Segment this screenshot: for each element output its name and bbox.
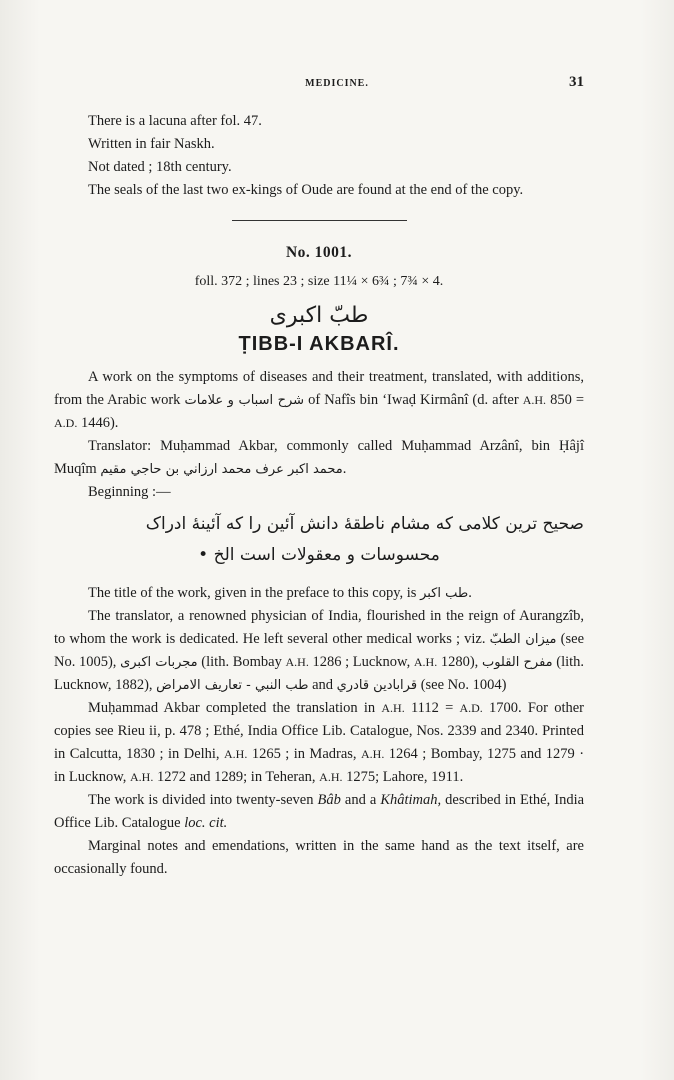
page-content bbox=[54, 110, 584, 881]
arabic-run: طب النبي - تعاريف الامراض bbox=[156, 678, 309, 693]
arabic-run: مفرح القلوب bbox=[481, 655, 553, 670]
arabic-run: ميزان الطبّ bbox=[489, 632, 557, 647]
prev-entry-line-3: Not dated ; 18th century. bbox=[88, 159, 232, 175]
era-abbrev: A.H. bbox=[361, 747, 385, 761]
text-run: . bbox=[342, 461, 347, 477]
era-abbrev: A.H. bbox=[129, 770, 154, 784]
structure-paragraph bbox=[54, 789, 584, 835]
prev-entry-line-1: There is a lacuna after fol. 47. bbox=[88, 113, 262, 129]
italic-term: Khâtimah, bbox=[380, 792, 442, 808]
section-divider bbox=[232, 220, 407, 221]
text-run: 850 = bbox=[550, 392, 585, 408]
translator-bio-paragraph bbox=[54, 605, 584, 697]
italic-term: loc. cit. bbox=[184, 815, 228, 831]
text-run: 1446). bbox=[80, 415, 119, 431]
arabic-run: شرح اسباب و علامات bbox=[184, 393, 305, 408]
text-run: The translator, a renowned physician of India, flourished in the reign of Aurangzîb, to whom the work is dedicated. He left several other medical works ; viz. bbox=[54, 608, 584, 647]
translator-paragraph bbox=[54, 435, 584, 481]
completion-paragraph bbox=[54, 697, 584, 789]
text-run: (lith. Lucknow, 1882), bbox=[54, 654, 585, 693]
text-run: 1112 = bbox=[410, 700, 454, 716]
entry-title: ṬIBB-I AKBARÎ. bbox=[238, 333, 400, 355]
text-run: (see No. 1004) bbox=[420, 677, 507, 693]
era-abbrev: A.H. bbox=[224, 747, 248, 761]
text-run: (lith. Bombay bbox=[201, 654, 282, 670]
era-abbrev: A.D. bbox=[459, 701, 483, 715]
text-run: of Nafîs bin ʻIwaḍ Kirmânî (d. after bbox=[308, 392, 519, 408]
era-abbrev: A.H. bbox=[413, 655, 438, 669]
arabic-run: مجربات اکبری bbox=[120, 655, 198, 670]
era-abbrev: A.D. bbox=[54, 416, 78, 430]
arabic-run: محمد اکبر عرف محمد ارزاني بن حاجي مقيم bbox=[100, 462, 343, 477]
text-run: 1280), bbox=[440, 654, 479, 670]
text-run: (see No. 1005), bbox=[54, 631, 584, 670]
description-paragraph bbox=[54, 366, 584, 435]
era-abbrev: A.H. bbox=[522, 393, 547, 407]
era-abbrev: A.H. bbox=[319, 770, 343, 784]
text-run: and bbox=[312, 677, 333, 693]
page-header bbox=[0, 74, 674, 96]
arabic-run: قرابادين قادري bbox=[336, 678, 418, 693]
text-run: Muḥammad Akbar completed the translation in bbox=[88, 700, 376, 716]
page-number: 31 bbox=[569, 74, 584, 90]
entry-number: No. 1001. bbox=[285, 244, 353, 261]
text-run: The title of the work, given in the preface to this copy, is bbox=[88, 585, 417, 601]
title-paragraph bbox=[54, 582, 584, 605]
entry-collation: foll. 372 ; lines 23 ; size 11¼ × 6¾ ; 7¾ × 4. bbox=[194, 274, 444, 289]
text-run: described in Ethé, India Office Lib. Catalogue bbox=[54, 792, 585, 831]
arabic-run: طب اکبر bbox=[420, 586, 469, 601]
italic-term: Bâb bbox=[317, 792, 341, 808]
beginning-arabic-line-1: صحیح ترین کلامی که مشام ناطقهٔ دانش آئین را که آئینهٔ ادراک bbox=[145, 514, 584, 534]
text-run: 1264 ; Bombay, 1275 and 1279 · in Lucknow, bbox=[54, 746, 585, 785]
text-run: 1286 ; Lucknow, bbox=[312, 654, 411, 670]
text-run: Translator: Muḥammad Akbar, commonly called Muḥammad Arzânî, bin Ḥâjî Muqîm bbox=[54, 438, 584, 477]
beginning-label: Beginning :— bbox=[88, 484, 171, 500]
text-run: 1272 and 1289; in Teheran, bbox=[156, 769, 316, 785]
text-run: 1275; Lahore, 1911. bbox=[346, 769, 464, 785]
entry-arabic-title: طبّ اکبری bbox=[269, 303, 369, 328]
era-abbrev: A.H. bbox=[381, 701, 405, 715]
text-run: A work on the symptoms of diseases and their treatment, translated, with additions, from the Arabic work bbox=[54, 369, 584, 408]
marginal-notes-paragraph: Marginal notes and emendations, written in the same hand as the text itself, are occasionally found. bbox=[54, 838, 584, 877]
running-title: MEDICINE. bbox=[305, 78, 369, 89]
text-run: and a bbox=[344, 792, 377, 808]
text-run: 1700. For other copies see Rieu ii, p. 478 ; Ethé, India Office Lib. Catalogue, Nos. 2339 and 2340. Printed in Calcutta, 1830 ; in Delhi, bbox=[54, 700, 585, 762]
era-abbrev: A.H. bbox=[285, 655, 309, 669]
text-run: 1265 ; in Madras, bbox=[251, 746, 357, 762]
text-run: . bbox=[468, 585, 472, 601]
beginning-arabic-line-2: محسوسات و معقولات است الخ ‌• bbox=[198, 545, 440, 565]
prev-entry-line-4: The seals of the last two ex-kings of Oude are found at the end of the copy. bbox=[88, 182, 524, 198]
prev-entry-line-2: Written in fair Naskh. bbox=[88, 136, 215, 152]
text-run: The work is divided into twenty-seven bbox=[88, 792, 314, 808]
